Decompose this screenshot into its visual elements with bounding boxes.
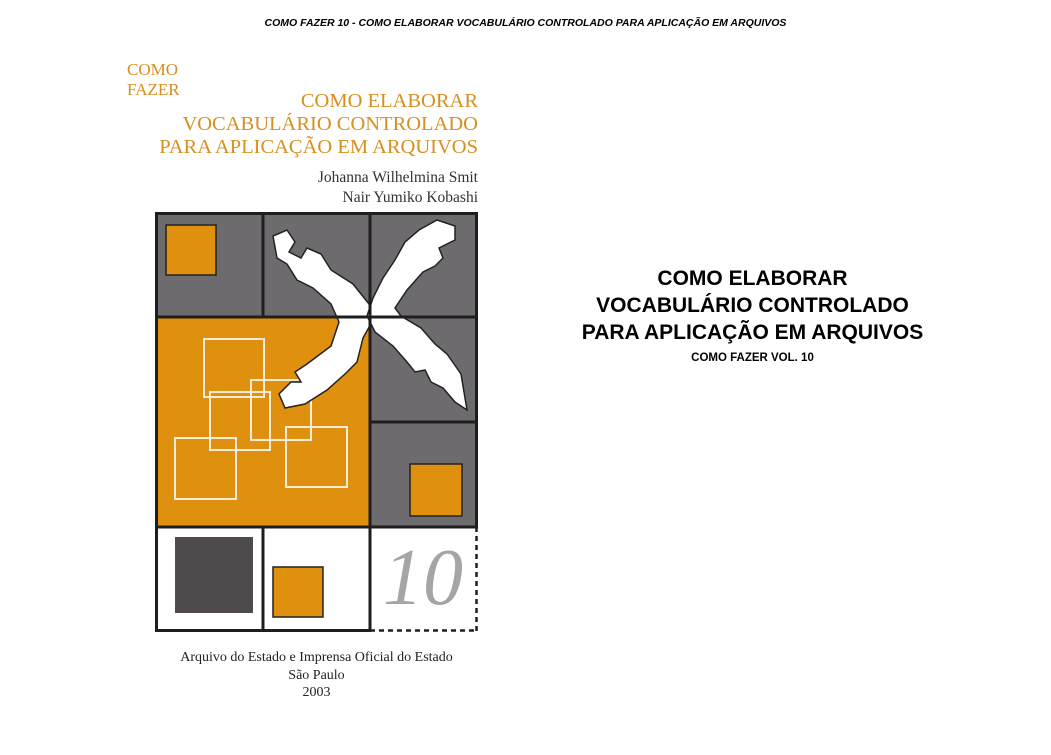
page-title-line: PARA APLICAÇÃO EM ARQUIVOS (581, 321, 924, 344)
page-title-line: COMO ELABORAR (657, 267, 848, 290)
page-title-line: VOCABULÁRIO CONTROLADO (596, 294, 909, 317)
running-header: COMO FAZER 10 - COMO ELABORAR VOCABULÁRIO CONTROLADO PARA APLICAÇÃO EM ARQUIVOS (264, 17, 787, 29)
cover-series: COMO FAZER (127, 60, 180, 99)
page-title (520, 265, 985, 346)
orange-square (166, 225, 216, 275)
cover-publisher (155, 649, 478, 702)
author-name: Johanna Wilhelmina Smit (317, 169, 478, 186)
dark-square (175, 537, 253, 613)
cover-title (120, 90, 478, 159)
cover-title-line: VOCABULÁRIO CONTROLADO (182, 113, 478, 135)
publication-year: 2003 (302, 685, 331, 700)
cover-artwork (155, 212, 478, 632)
orange-square (410, 464, 462, 516)
volume-number: 10 (383, 534, 463, 622)
publisher-line: Arquivo do Estado e Imprensa Oficial do Estado (180, 650, 453, 665)
publisher-city: São Paulo (288, 667, 345, 683)
cover-title-line: PARA APLICAÇÃO EM ARQUIVOS (159, 136, 478, 158)
cover-authors (200, 168, 478, 208)
author-name: Nair Yumiko Kobashi (342, 189, 478, 206)
cover-title-line: COMO ELABORAR (300, 90, 478, 112)
page-subtitle: COMO FAZER VOL. 10 (691, 352, 814, 364)
orange-square (273, 567, 323, 617)
